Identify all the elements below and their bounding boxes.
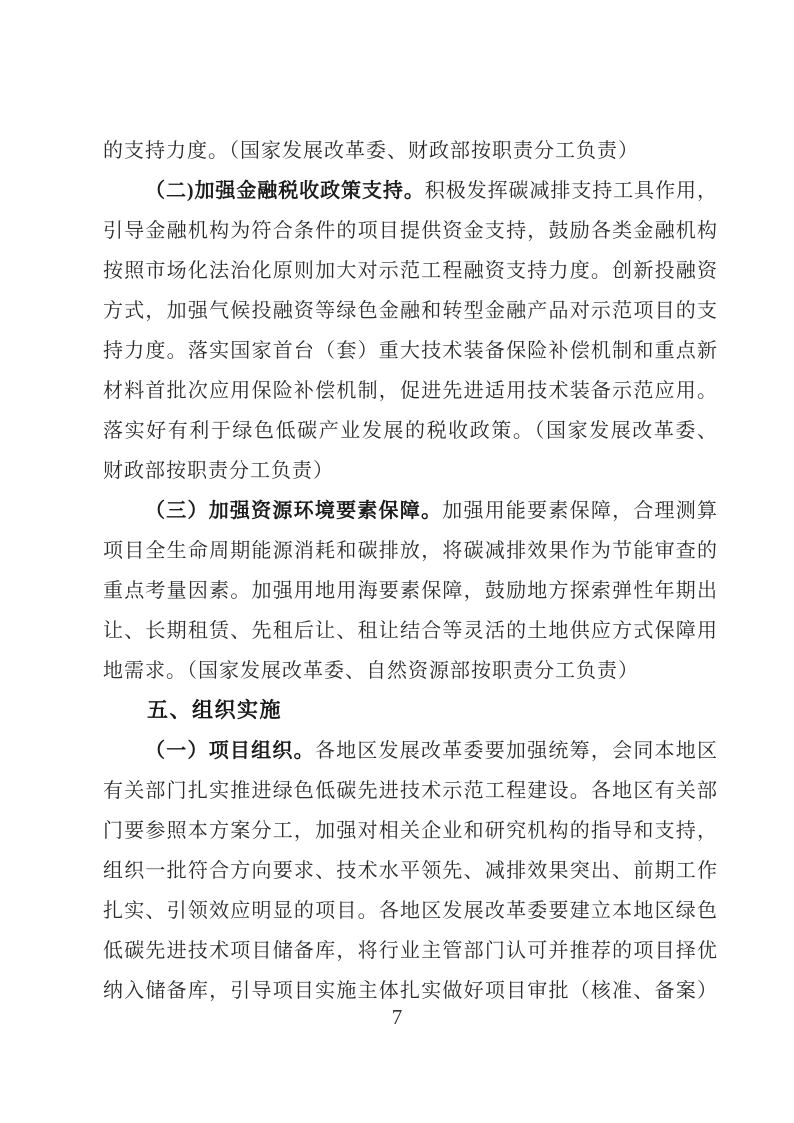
line-text: 落实好有利于绿色低碳产业发展的税收政策。（国家发展改革委、	[103, 420, 717, 442]
line-text: 让、长期租赁、先租后让、租让结合等灵活的土地供应方式保障用	[103, 620, 717, 642]
line-text: 低碳先进技术项目储备库，将行业主管部门认可并推荐的项目择优	[103, 940, 717, 962]
text-line	[103, 531, 717, 571]
line-text: 积极发挥碳减排支持工具作用，	[424, 180, 717, 202]
text-line	[103, 731, 717, 771]
line-text: 方式，加强气候投融资等绿色金融和转型金融产品对示范项目的支	[103, 300, 717, 322]
line-text: 按照市场化法治化原则加大对示范工程融资支持力度。创新投融资	[103, 260, 717, 282]
text-block	[103, 131, 717, 1011]
line-text: 地需求。（国家发展改革委、自然资源部按职责分工负责）	[103, 660, 639, 682]
text-line	[103, 611, 717, 651]
text-line	[103, 291, 717, 331]
line-text: 项目全生命周期能源消耗和碳排放，将碳减排效果作为节能审查的	[103, 540, 717, 562]
line-text: 门要参照本方案分工，加强对相关企业和研究机构的指导和支持，	[103, 820, 717, 842]
text-line	[103, 771, 717, 811]
text-line	[103, 411, 717, 451]
line-text: 加强用能要素保障，合理测算	[442, 500, 718, 522]
text-line	[103, 251, 717, 291]
section-heading: 五、组织实施	[147, 699, 282, 722]
line-text: 扎实、引领效应明显的项目。各地区发展改革委要建立本地区绿色	[103, 900, 717, 922]
paragraph-lead: （三）加强资源环境要素保障。	[145, 500, 443, 522]
line-text: 的支持力度。（国家发展改革委、财政部按职责分工负责）	[103, 140, 639, 162]
paragraph-lead: （一）项目组织。	[145, 740, 315, 762]
page-number: 7	[391, 1005, 403, 1029]
paragraph-lead: （二)加强金融税收政策支持。	[145, 180, 425, 202]
line-text: 财政部按职责分工负责）	[103, 460, 334, 482]
text-line	[103, 491, 717, 531]
line-text: 组织一批符合方向要求、技术水平领先、减排效果突出、前期工作	[103, 860, 717, 882]
line-text: 材料首批次应用保险补偿机制，促进先进适用技术装备示范应用。	[103, 380, 717, 402]
line-text: 有关部门扎实推进绿色低碳先进技术示范工程建设。各地区有关部	[103, 780, 717, 802]
line-text: 持力度。落实国家首台（套）重大技术装备保险补偿机制和重点新	[103, 340, 717, 362]
text-line	[103, 651, 717, 691]
line-text: 重点考量因素。加强用地用海要素保障，鼓励地方探索弹性年期出	[103, 580, 717, 602]
text-line	[103, 811, 717, 851]
text-line	[103, 211, 717, 251]
text-line	[103, 371, 717, 411]
text-line	[103, 891, 717, 931]
line-text: 各地区发展改革委要加强统筹，会同本地区	[314, 740, 718, 762]
text-line	[103, 571, 717, 611]
text-line	[103, 851, 717, 891]
text-line	[103, 451, 717, 491]
text-line	[103, 171, 717, 211]
line-text: 引导金融机构为符合条件的项目提供资金支持，鼓励各类金融机构	[103, 220, 717, 242]
text-line	[103, 331, 717, 371]
line-text: 纳入储备库，引导项目实施主体扎实做好项目审批（核准、备案）	[103, 980, 717, 1002]
text-line	[103, 931, 717, 971]
text-line	[103, 131, 717, 171]
